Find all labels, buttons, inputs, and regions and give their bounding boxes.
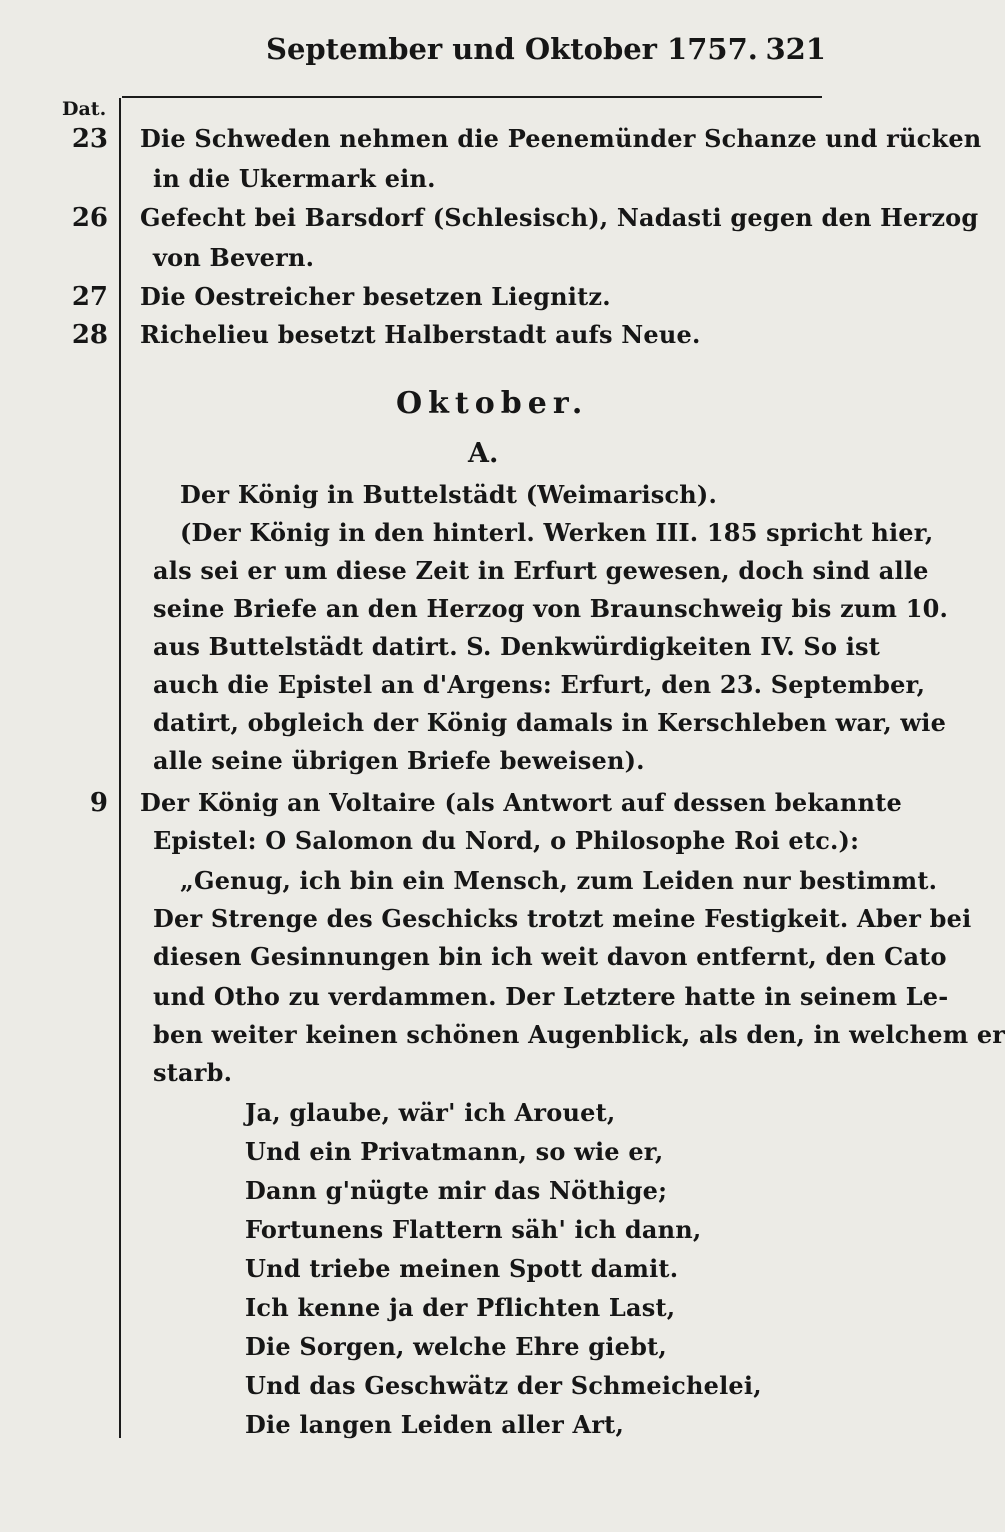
entry-text-line: ben weiter keinen schönen Augenblick, als den, in welchem er [153, 1020, 1005, 1049]
poem-line: Und triebe meinen Spott damit. [245, 1254, 679, 1283]
entry-text-line: diesen Gesinnungen bin ich weit davon entfernt, den Cato [153, 942, 947, 971]
entry-date: 28 [71, 320, 108, 350]
entry-text-line: Der König an Voltaire (als Antwort auf dessen bekannte [140, 788, 902, 817]
entry-text-line: starb. [153, 1058, 233, 1087]
poem-line: Ja, glaube, wär' ich Arouet, [245, 1098, 616, 1127]
entry-text-line: in die Ukermark ein. [153, 164, 436, 193]
page-number: 321 [765, 32, 826, 66]
poem-line: Und das Geschwätz der Schmeichelei, [245, 1371, 762, 1400]
header-title: September und Oktober 1757. [266, 32, 758, 66]
date-column-rule [119, 98, 121, 1438]
month-heading: Oktober. [396, 386, 589, 421]
entry-text-line: Richelieu besetzt Halberstadt aufs Neue. [140, 320, 701, 349]
note-line: als sei er um diese Zeit in Erfurt gewesen, doch sind alle [153, 556, 929, 585]
entry-text-line: von Bevern. [153, 243, 315, 272]
section-a-first-line: Der König in Buttelstädt (Weimarisch). [180, 480, 718, 509]
entry-text-line: Gefecht bei Barsdorf (Schlesisch), Nadasti gegen den Herzog [140, 203, 979, 232]
poem-line: Ich kenne ja der Pflichten Last, [245, 1293, 676, 1322]
note-line: aus Buttelstädt datirt. S. Denkwürdigkeiten IV. So ist [153, 632, 881, 661]
entry-text-line: Epistel: O Salomon du Nord, o Philosophe Roi etc.): [153, 826, 860, 855]
entry-date: 27 [71, 282, 108, 312]
note-line: auch die Epistel an d'Argens: Erfurt, den 23. September, [153, 670, 926, 699]
entry-text-line: Die Schweden nehmen die Peenemünder Schanze und rücken [140, 124, 982, 153]
entry-date: 26 [71, 203, 108, 233]
poem-line: Fortunens Flattern säh' ich dann, [245, 1215, 702, 1244]
header-rule [122, 96, 822, 98]
poem-line: Dann g'nügte mir das Nöthige; [245, 1176, 668, 1205]
poem-line: Die Sorgen, welche Ehre giebt, [245, 1332, 667, 1361]
poem-line: Die langen Leiden aller Art, [245, 1410, 625, 1439]
running-header [140, 32, 840, 78]
entry-date: 23 [71, 124, 108, 154]
date-column-label: Dat. [62, 98, 107, 120]
entry-text-line: „Genug, ich bin ein Mensch, zum Leiden nur bestimmt. [180, 866, 938, 895]
entry-date: 9 [89, 788, 108, 818]
entry-text-line: Die Oestreicher besetzen Liegnitz. [140, 282, 611, 311]
note-line: (Der König in den hinterl. Werken III. 185 spricht hier, [180, 518, 934, 547]
note-line: alle seine übrigen Briefe beweisen). [153, 746, 645, 775]
poem-line: Und ein Privatmann, so wie er, [245, 1137, 664, 1166]
section-letter: A. [468, 438, 499, 469]
entry-text-line: und Otho zu verdammen. Der Letztere hatte in seinem Le- [153, 982, 949, 1011]
note-line: datirt, obgleich der König damals in Kerschleben war, wie [153, 708, 947, 737]
entry-text-line: Der Strenge des Geschicks trotzt meine Festigkeit. Aber bei [153, 904, 972, 933]
note-line: seine Briefe an den Herzog von Braunschweig bis zum 10. [153, 594, 949, 623]
